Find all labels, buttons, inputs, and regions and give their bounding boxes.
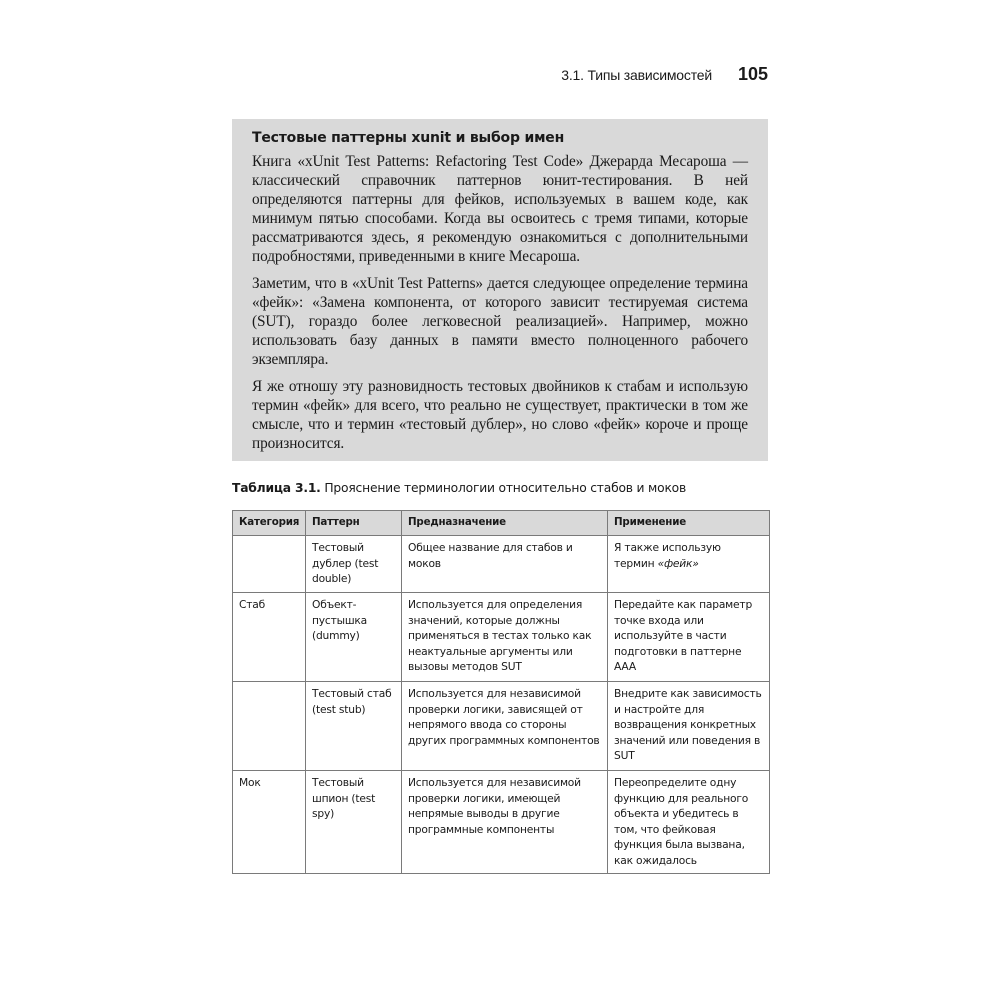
cell-category: [233, 682, 306, 771]
table-row: [233, 536, 770, 593]
cell-purpose: Общее название для стабов и моков: [402, 536, 608, 593]
table-caption: [232, 481, 772, 495]
cell-pattern: Тестовый шпион (test spy): [306, 771, 402, 874]
sidebar-title: Тестовые паттерны xunit и выбор имен: [252, 130, 565, 146]
header-purpose: Предназначение: [402, 511, 608, 536]
cell-usage-emphasis: «фейк»: [657, 556, 699, 570]
table-caption-label: Таблица 3.1.: [232, 481, 321, 495]
header-category: Категория: [233, 511, 306, 536]
cell-purpose: Используется для независимой проверки логики, зависящей от непрямого ввода со стороны других программных компонентов: [402, 682, 608, 771]
cell-usage: Переопределите одну функцию для реального объекта и убедитесь в том, что фейковая функция была вызвана, как ожидалось: [608, 771, 770, 874]
running-header: [232, 64, 768, 88]
cell-pattern: Объект-пустышка (dummy): [306, 593, 402, 682]
terminology-table: [232, 510, 770, 874]
sidebar-paragraph-3: Я же отношу эту разновидность тестовых двойников к стабам и использую термин «фейк» для всего, что реально не существует, практически в том же смысле, что и термин «тестовый дублер», но слово «фейк» короче и проще произносится.: [252, 378, 748, 452]
cell-usage: [608, 536, 770, 593]
cell-pattern: Тестовый дублер (test double): [306, 536, 402, 593]
cell-category: Мок: [233, 771, 306, 874]
cell-pattern: Тестовый стаб (test stub): [306, 682, 402, 771]
table-row: [233, 593, 770, 682]
sidebar-box: [232, 119, 768, 461]
cell-purpose: Используется для независимой проверки логики, имеющей непрямые выводы в другие программные компоненты: [402, 771, 608, 874]
cell-usage: Передайте как параметр точке входа или используйте в части подготовки в паттерне AAA: [608, 593, 770, 682]
table-row: [233, 771, 770, 874]
cell-category: Стаб: [233, 593, 306, 682]
sidebar-paragraph-2: Заметим, что в «xUnit Test Patterns» дается следующее определение термина «фейк»: «Замена компонента, от которого зависит тестируемая система (SUT), гораздо более легковесной реализацией». Например, можно использовать базу данных в памяти вместо полноценного рабочего экземпляра.: [252, 275, 748, 368]
section-title: 3.1. Типы зависимостей: [561, 67, 712, 83]
table-caption-text: Прояснение терминологии относительно стабов и моков: [324, 481, 687, 495]
cell-usage-text: Я также использую термин: [614, 541, 721, 570]
table-row: [233, 682, 770, 771]
cell-purpose: Используется для определения значений, которые должны применяться в тестах только как неактуальные аргументы или вызовы методов SUT: [402, 593, 608, 682]
sidebar-paragraph-1: Книга «xUnit Test Patterns: Refactoring Test Code» Джерарда Месароша — классический справочник паттернов юнит-тестирования. В ней определяются паттерны для фейков, используемых в вашем коде, как минимум пятью способами. Когда вы освоитесь с тремя типами, которые рассматриваются здесь, я рекомендую ознакомиться с дополнительными подробностями, приведенными в книге Месароша.: [252, 153, 748, 265]
header-pattern: Паттерн: [306, 511, 402, 536]
cell-category: [233, 536, 306, 593]
page-number: 105: [737, 64, 768, 84]
table-header-row: [233, 511, 770, 536]
header-usage: Применение: [608, 511, 770, 536]
cell-usage: Внедрите как зависимость и настройте для возвращения конкретных значений или поведения в SUT: [608, 682, 770, 771]
